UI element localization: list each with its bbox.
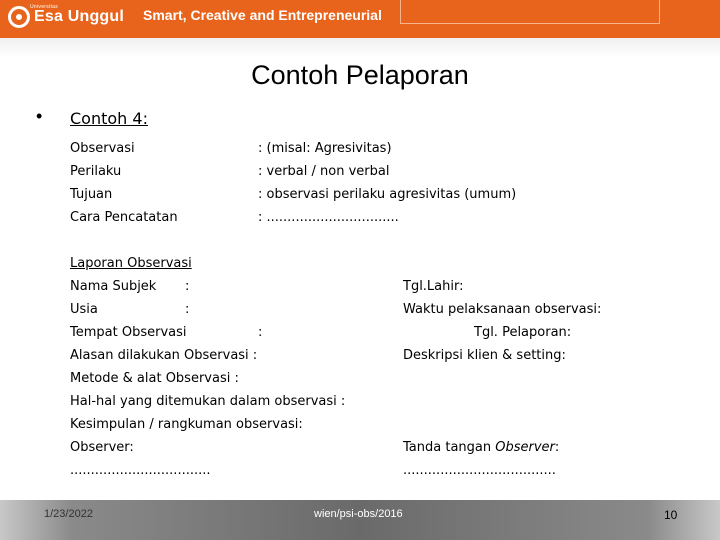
report-alasan: Alasan dilakukan Observasi : xyxy=(70,348,258,363)
field-value-cara-pencatatan: : ................................ xyxy=(258,210,399,225)
report-observer: Observer: xyxy=(70,440,134,455)
bullet-label: Contoh 4: xyxy=(70,109,148,128)
report-colon: : xyxy=(258,325,263,340)
logo-text: Esa Unggul xyxy=(34,8,125,25)
footer-bar xyxy=(0,500,720,540)
field-value-perilaku: : verbal / non verbal xyxy=(258,164,390,179)
report-signature xyxy=(403,440,559,455)
footer-date: 1/23/2022 xyxy=(44,508,93,520)
field-label-perilaku: Perilaku xyxy=(70,164,122,179)
report-kesimpulan: Kesimpulan / rangkuman observasi: xyxy=(70,417,303,432)
report-observer-line: .................................. xyxy=(70,463,211,478)
signature-role: Observer xyxy=(495,440,555,455)
field-label-observasi: Observasi xyxy=(70,141,135,156)
report-waktu: Waktu pelaksanaan observasi: xyxy=(403,302,602,317)
header-tagline: Smart, Creative and Entrepreneurial xyxy=(143,7,382,23)
report-tgl-pelaporan: Tgl. Pelaporan: xyxy=(474,325,572,340)
report-usia: Usia xyxy=(70,302,98,317)
bullet-icon: • xyxy=(36,106,43,126)
report-heading: Laporan Observasi xyxy=(70,256,192,271)
field-label-cara-pencatatan: Cara Pencatatan xyxy=(70,210,178,225)
report-hal-hal: Hal-hal yang ditemukan dalam observasi : xyxy=(70,394,346,409)
field-value-tujuan: : observasi perilaku agresivitas (umum) xyxy=(258,187,517,202)
report-tgl-lahir: Tgl.Lahir: xyxy=(403,279,464,294)
logo-subtext: Universitas xyxy=(30,4,59,10)
field-label-tujuan: Tujuan xyxy=(70,187,113,202)
report-colon: : xyxy=(185,279,190,294)
footer-center-text: wien/psi-obs/2016 xyxy=(314,508,403,520)
university-logo xyxy=(8,6,124,28)
slide-title: Contoh Pelaporan xyxy=(251,60,469,90)
header-frame xyxy=(400,0,660,24)
field-value-observasi: : (misal: Agresivitas) xyxy=(258,141,392,156)
page-number: 10 xyxy=(664,508,678,522)
report-tempat-observasi: Tempat Observasi xyxy=(70,325,187,340)
report-metode: Metode & alat Observasi : xyxy=(70,371,239,386)
header-shadow xyxy=(0,38,720,58)
report-colon: : xyxy=(185,302,190,317)
logo-icon xyxy=(8,6,30,28)
report-nama-subjek: Nama Subjek xyxy=(70,279,157,294)
signature-label: Tanda tangan xyxy=(403,440,492,455)
report-signature-line: ..................................... xyxy=(403,463,556,478)
report-deskripsi: Deskripsi klien & setting: xyxy=(403,348,566,363)
signature-colon: : xyxy=(554,440,560,455)
